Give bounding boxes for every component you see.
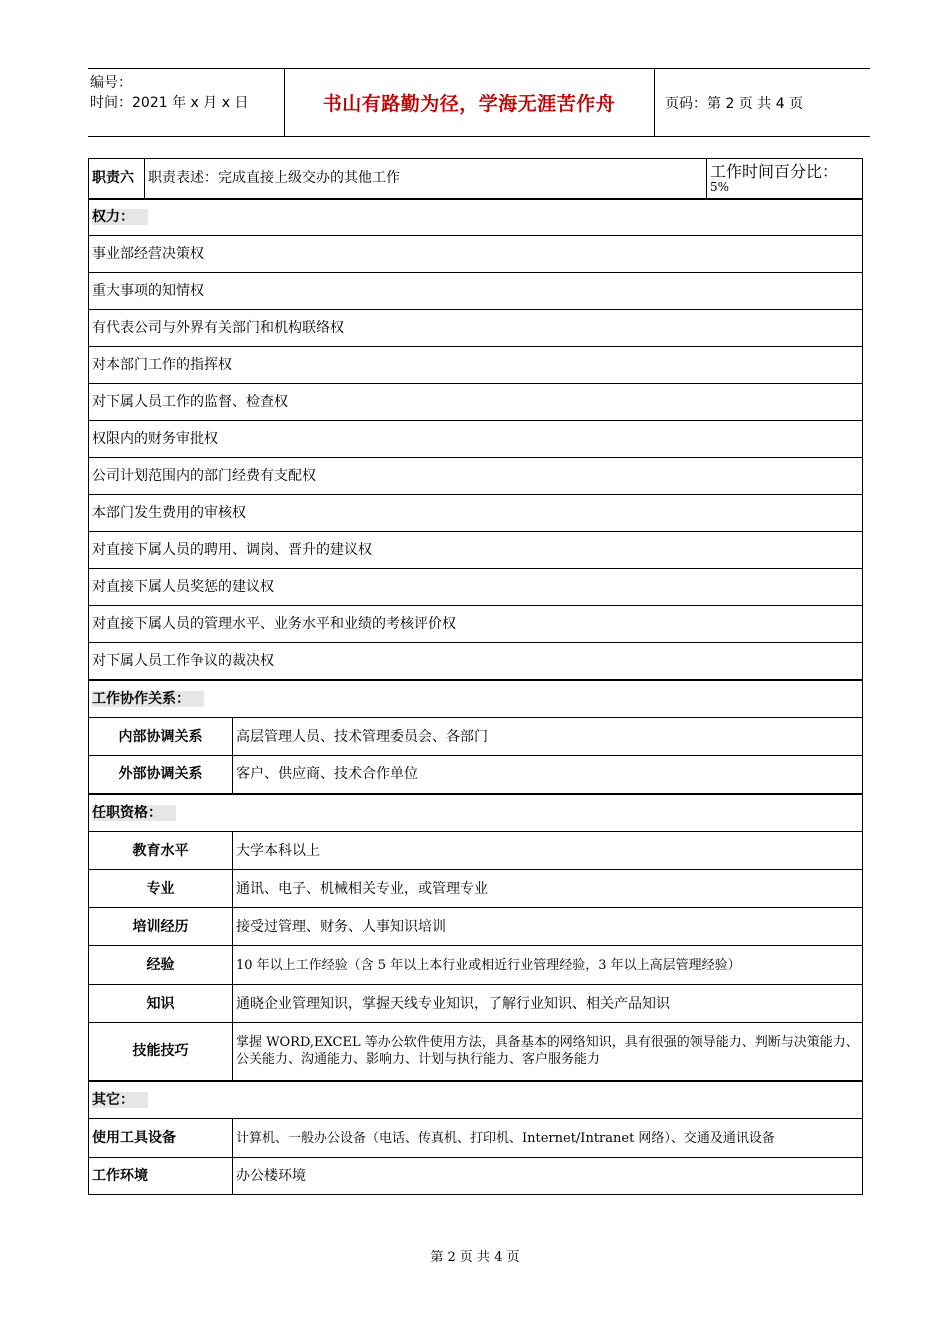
list-item [89,421,863,458]
other-label: 工作环境 [89,1158,233,1195]
authority-item: 对下属人员工作的监督、检查权 [89,384,863,421]
table-row [89,756,863,794]
list-item [89,347,863,384]
section-title-cooperation: 工作协作关系： [92,691,204,707]
header-page-info: 页码：第 2 页 共 4 页 [665,95,804,112]
job-description-table [88,158,863,1195]
table-row [89,1023,863,1081]
section-title-qualification: 任职资格： [92,805,176,821]
table-row [89,985,863,1023]
doc-number-label: 编号： [90,75,132,91]
duty-row [89,159,863,199]
table-row [89,718,863,756]
header-motto: 书山有路勤为径，学海无涯苦作舟 [322,93,616,115]
page-header [88,68,870,137]
section-title-other: 其它： [92,1092,148,1108]
qualification-value: 接受过管理、财务、人事知识培训 [233,908,863,946]
qualification-label: 知识 [89,985,233,1023]
authority-item: 对直接下属人员的管理水平、业务水平和业绩的考核评价权 [89,606,863,643]
other-label: 使用工具设备 [89,1119,233,1158]
qualification-value: 通讯、电子、机械相关专业，或管理专业 [233,870,863,908]
authority-item: 重大事项的知情权 [89,273,863,310]
table-row [89,946,863,985]
qualification-value: 10 年以上工作经验（含 5 年以上本行业或相近行业管理经验，3 年以上高层管理经验） [233,946,863,985]
qualification-value: 大学本科以上 [233,832,863,870]
authority-item: 对直接下属人员的聘用、调岗、晋升的建议权 [89,532,863,569]
section-heading-row [89,199,863,236]
section-heading-row [89,794,863,832]
doc-date: 时间：2021 年 x 月 x 日 [90,95,249,111]
duty-percent-cell [707,159,863,199]
list-item [89,532,863,569]
qualification-label: 培训经历 [89,908,233,946]
authority-item: 本部门发生费用的审核权 [89,495,863,532]
qualification-value: 掌握 WORD,EXCEL 等办公软件使用方法，具备基本的网络知识，具有很强的领导能力、判断与决策能力、公关能力、沟通能力、影响力、计划与执行能力、客户服务能力 [233,1023,863,1081]
cooperation-value: 高层管理人员、技术管理委员会、各部门 [233,718,863,756]
list-item [89,236,863,273]
authority-item: 对本部门工作的指挥权 [89,347,863,384]
authority-item: 事业部经营决策权 [89,236,863,273]
other-value: 办公楼环境 [233,1158,863,1195]
qualification-label: 经验 [89,946,233,985]
section-heading-row [89,1081,863,1119]
list-item [89,310,863,347]
list-item [89,458,863,495]
header-meta [90,73,248,113]
list-item [89,569,863,606]
header-divider [654,69,655,136]
authority-item: 对下属人员工作争议的裁决权 [89,643,863,680]
list-item [89,495,863,532]
duty-percent-label: 工作时间百分比： [710,162,839,182]
page-footer: 第 2 页 共 4 页 [430,1250,520,1265]
section-title-authority: 权力： [92,209,148,225]
authority-item: 公司计划范围内的部门经费有支配权 [89,458,863,495]
qualification-value: 通晓企业管理知识，掌握天线专业知识，了解行业知识、相关产品知识 [233,985,863,1023]
table-row [89,870,863,908]
authority-item: 有代表公司与外界有关部门和机构联络权 [89,310,863,347]
qualification-label: 技能技巧 [89,1023,233,1081]
cooperation-value: 客户、供应商、技术合作单位 [233,756,863,794]
table-row [89,1158,863,1195]
duty-percent-value: 5% [710,180,730,195]
cooperation-label: 外部协调关系 [89,756,233,794]
cooperation-label: 内部协调关系 [89,718,233,756]
authority-item: 权限内的财务审批权 [89,421,863,458]
table-row [89,832,863,870]
other-value: 计算机、一般办公设备（电话、传真机、打印机、Internet/Intranet 网络）、交通及通讯设备 [233,1119,863,1158]
qualification-label: 教育水平 [89,832,233,870]
section-heading-row [89,680,863,718]
list-item [89,273,863,310]
duty-description: 职责表述：完成直接上级交办的其他工作 [145,159,707,199]
table-row [89,908,863,946]
qualification-label: 专业 [89,870,233,908]
duty-label: 职责六 [89,159,145,199]
list-item [89,384,863,421]
authority-item: 对直接下属人员奖惩的建议权 [89,569,863,606]
list-item [89,643,863,680]
list-item [89,606,863,643]
table-row [89,1119,863,1158]
